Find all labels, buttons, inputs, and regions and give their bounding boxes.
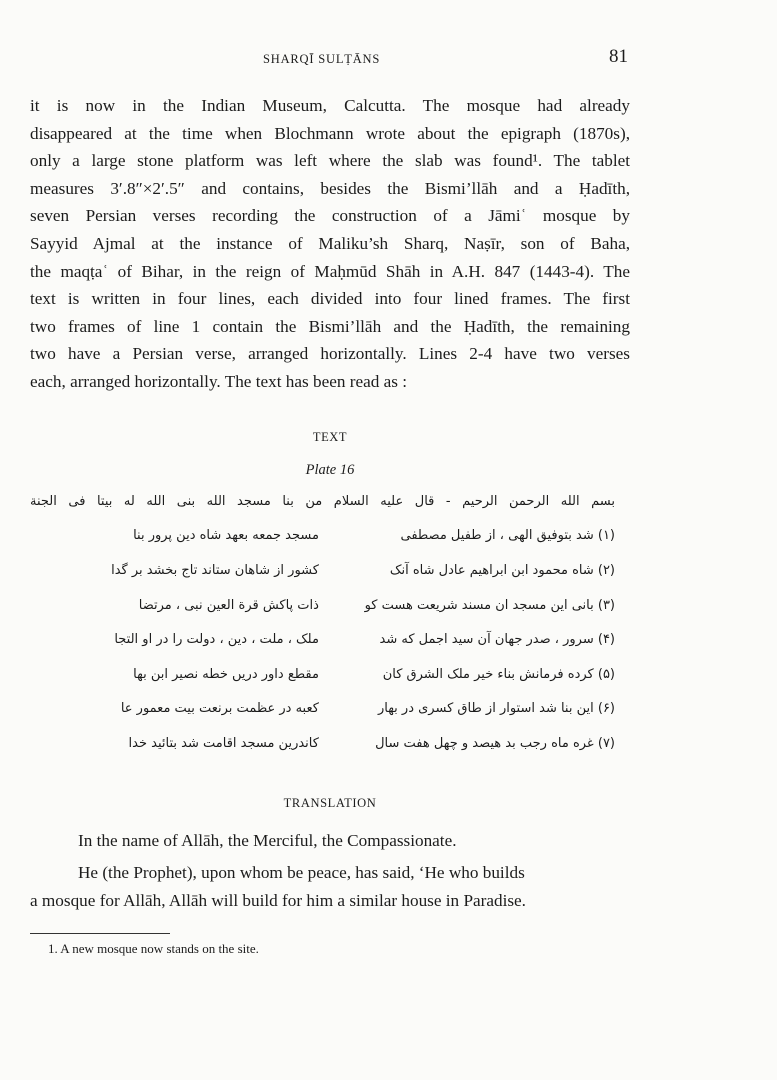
text-heading: TEXT (312, 430, 348, 444)
body-line: seven Persian verses recording the construction of a Jāmiʿ mosque by (30, 206, 630, 226)
verse-second-half: مقطع داور دریں خطه نصیر ابن بها (133, 666, 319, 682)
plate-label: Plate 16 (305, 462, 355, 478)
verse-row (30, 726, 615, 761)
inscription-text (30, 484, 615, 761)
verse-row (30, 588, 615, 623)
translation-line: a mosque for Allāh, Allāh will build for him a similar house in Paradise. (30, 891, 526, 910)
body-paragraph (30, 92, 630, 396)
translation-paragraph-2 (30, 859, 630, 915)
inscription-opening-row (30, 484, 615, 519)
translation-paragraph-1: In the name of Allāh, the Merciful, the Compassionate. (78, 831, 457, 850)
verse-row (30, 622, 615, 657)
verse-first-half: (۶) این بنا شد استوار از طاق کسری در بهار (377, 701, 615, 717)
body-line: each, arranged horizontally. The text has been read as : (30, 371, 407, 391)
footnote-divider (30, 933, 170, 934)
footnote: 1. A new mosque now stands on the site. (48, 941, 259, 956)
translation-line: He (the Prophet), upon whom be peace, has said, ‘He who builds (78, 863, 525, 882)
body-line: disappeared at the time when Blochmann wrote about the epigraph (1870s), (30, 123, 630, 143)
body-line: measures 3′.8″×2′.5″ and contains, besides the Bismi’llāh and a Ḥadīth, (30, 178, 630, 198)
page-number: 81 (609, 46, 628, 67)
verse-first-half: (۳) بانی این مسجد ان مسند شریعت هست کو (364, 597, 615, 613)
body-line: text is written in four lines, each divided into four lined frames. The first (30, 289, 630, 309)
inscription-opening-line: بسم الله الرحمن الرحیم - قال علیه السلام من بنا مسجد الله بنی الله له بیتا فی الجنة (30, 493, 615, 509)
verse-first-half: (۵) کرده فرمانش بناء خیر ملک الشرق کان (382, 666, 615, 682)
verse-row (30, 692, 615, 727)
verse-first-half: (۲) شاه محمود ابن ابراهیم عادل شاه آنک (389, 562, 615, 578)
verse-row (30, 519, 615, 554)
verse-second-half: کشور از شاهان ستاند تاج بخشد بر گدا (111, 562, 319, 578)
body-line: the maqṭaʿ of Bihar, in the reign of Maḥmūd Shāh in A.H. 847 (1443-4). The (30, 261, 630, 281)
body-line: two have a Persian verse, arranged horizontally. Lines 2-4 have two verses (30, 344, 630, 364)
verse-first-half: (۷) غره ماه رجب بد هیصد و چهل هفت سال (375, 735, 615, 751)
verse-second-half: مسجد جمعه بعهد شاه دین پرور بنا (133, 528, 319, 544)
running-head: SHARQĪ SULṬĀNS (263, 52, 381, 66)
body-line: it is now in the Indian Museum, Calcutta. The mosque had already (30, 96, 630, 115)
verse-first-half: (۴) سرور ، صدر جهان آن سید اجمل که شد (379, 632, 615, 648)
verse-row (30, 657, 615, 692)
translation-heading: TRANSLATION (283, 796, 377, 810)
verse-second-half: کاندرین مسجد اقامت شد بتائید خدا (128, 735, 319, 751)
verse-second-half: ذات پاکش قرة العین نبی ، مرتضا (138, 597, 319, 613)
verse-first-half: (۱) شد بتوفیق الهی ، از طفیل مصطفی (400, 528, 615, 544)
body-line: only a large stone platform was left where the slab was found¹. The tablet (30, 151, 630, 171)
body-line: two frames of line 1 contain the Bismi’llāh and the Ḥadīth, the remaining (30, 316, 630, 336)
body-line: Sayyid Ajmal at the instance of Maliku’sh Sharq, Naṣīr, son of Baha, (30, 233, 630, 253)
verse-row (30, 553, 615, 588)
verse-second-half: کعبه در عظمت برنعت بیت معمور عا (120, 701, 319, 717)
verse-second-half: ملک ، ملت ، دین ، دولت را در او التجا (114, 632, 319, 648)
